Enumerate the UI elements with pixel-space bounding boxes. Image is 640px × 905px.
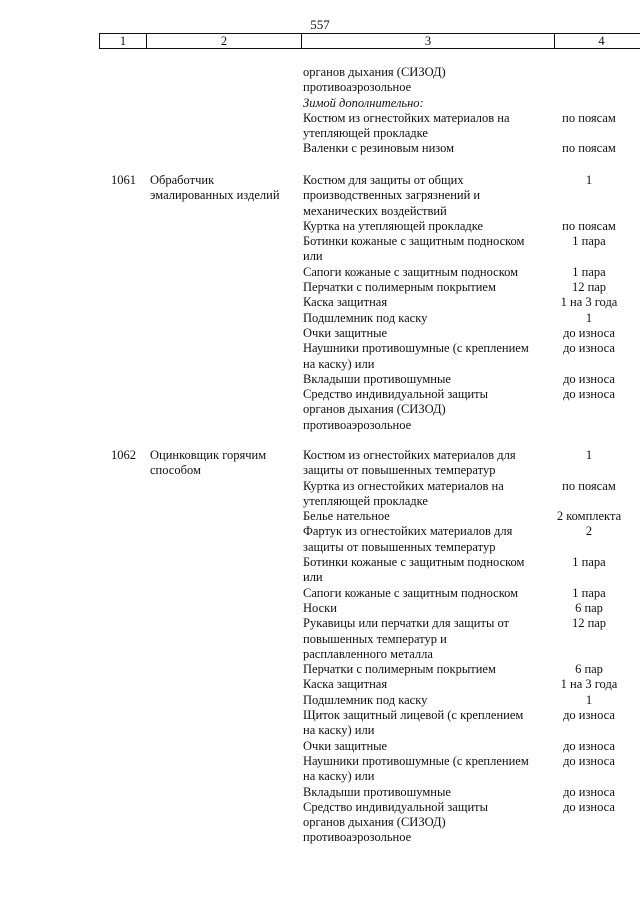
item-norm: 2 — [585, 524, 593, 539]
item-norm: 1 пара — [572, 264, 606, 279]
item-row — [303, 265, 633, 280]
item-name: Ботинки кожаные с защитным подноском или — [303, 555, 525, 585]
item-name: Наушники противошумные (с креплением на каску) или — [303, 753, 529, 784]
item-name: Костюм для защиты от общих производственных загрязнений и механических воздействий — [303, 173, 481, 218]
item-name: органов дыхания (СИЗОД) противоаэрозольное — [303, 65, 446, 95]
item-row — [303, 65, 633, 96]
item-norm: 12 пар — [571, 616, 607, 631]
item-norm: 6 пар — [575, 662, 603, 677]
item-row — [303, 173, 633, 219]
item-norm: 1 пара — [572, 555, 606, 570]
item-row — [303, 739, 633, 754]
item-norm: по поясам — [562, 141, 616, 156]
item-name: Перчатки с полимерным покрытием — [303, 280, 496, 295]
item-row — [303, 219, 633, 234]
item-name: Куртка из огнестойких материалов на утепляющей прокладке — [303, 478, 504, 508]
item-row — [303, 295, 633, 310]
item-row — [303, 616, 633, 662]
item-name: Очки защитные — [303, 738, 388, 753]
item-row — [303, 708, 633, 739]
column-header-3: 3 — [302, 34, 555, 49]
page-number: 557 — [310, 17, 330, 32]
item-norm: до износа — [563, 753, 615, 768]
item-norm: 12 пар — [571, 280, 607, 295]
item-norm: 1 на 3 года — [560, 677, 618, 692]
item-row — [303, 141, 633, 156]
item-norm: до износа — [563, 325, 615, 340]
column-header-row — [100, 34, 640, 49]
item-name: Сапоги кожаные с защитным подноском — [303, 264, 519, 279]
item-norm: до износа — [563, 387, 615, 402]
item-row — [303, 662, 633, 677]
item-norm: до износа — [563, 784, 615, 799]
item-name: Фартук из огнестойких материалов для защиты от повышенных температур — [303, 524, 513, 554]
column-header-2: 2 — [147, 34, 302, 49]
item-name: Щиток защитный лицевой (с креплением на каску) или — [303, 708, 524, 738]
item-name: Костюм из огнестойких материалов на утепляющей прокладке — [303, 110, 510, 141]
entry-number: 1062 — [111, 448, 136, 462]
item-norm: по поясам — [562, 218, 616, 233]
entry-profession: Обработчик эмалированных изделий — [150, 173, 280, 203]
item-row — [303, 448, 633, 479]
item-row — [303, 111, 633, 142]
item-row — [303, 524, 633, 555]
item-norm: до износа — [563, 738, 615, 753]
item-name: Перчатки с полимерным покрытием — [303, 662, 496, 677]
item-name: Каска защитная — [303, 295, 388, 310]
item-norm: до износа — [563, 708, 615, 723]
item-name: Вкладыши противошумные — [303, 784, 451, 799]
column-header-4: 4 — [555, 34, 640, 49]
item-row — [303, 586, 633, 601]
item-norm: до износа — [563, 341, 615, 356]
item-row — [303, 341, 633, 372]
item-name: Подшлемник под каску — [303, 692, 428, 707]
column-header-table — [99, 33, 640, 49]
item-row — [303, 280, 633, 295]
item-norm: 1 на 3 года — [560, 295, 618, 310]
item-name: Наушники противошумные (с креплением на каску) или — [303, 341, 529, 371]
item-row — [303, 800, 633, 846]
item-name: Валенки с резиновым низом — [303, 141, 455, 156]
item-name: Средство индивидуальной защиты органов дыхания (СИЗОД) противоаэрозольное — [303, 799, 489, 845]
entry-items — [303, 448, 633, 846]
item-name: Каска защитная — [303, 677, 388, 692]
item-norm: 1 — [585, 692, 593, 707]
item-row — [303, 601, 633, 616]
item-row — [303, 234, 633, 265]
item-name: Рукавицы или перчатки для защиты от повышенных температур и расплавленного металла — [303, 616, 510, 661]
item-name: Подшлемник под каску — [303, 310, 428, 325]
item-norm: 1 — [585, 173, 593, 187]
item-row — [303, 326, 633, 341]
item-norm: 1 — [585, 448, 593, 462]
item-norm: до износа — [563, 371, 615, 386]
item-norm: по поясам — [562, 478, 616, 493]
item-norm: до износа — [563, 799, 615, 814]
item-row — [303, 509, 633, 524]
item-name: Белье нательное — [303, 509, 390, 524]
entry-items — [303, 173, 633, 433]
item-name: Очки защитные — [303, 325, 388, 340]
item-row — [303, 693, 633, 708]
entry-profession: Оцинковщик горячим способом — [150, 448, 267, 478]
item-name: Сапоги кожаные с защитным подноском — [303, 585, 519, 600]
item-norm: 2 комплекта — [556, 509, 622, 524]
item-row — [303, 372, 633, 387]
item-name: Носки — [303, 600, 337, 615]
item-norm: 1 — [585, 310, 593, 325]
item-name: Средство индивидуальной защиты органов дыхания (СИЗОД) противоаэрозольное — [303, 387, 489, 432]
item-name: Зимой дополнительно: — [303, 95, 424, 110]
item-name: Вкладыши противошумные — [303, 371, 451, 386]
item-norm: 1 пара — [572, 585, 606, 600]
item-row — [303, 96, 633, 111]
item-row — [303, 311, 633, 326]
item-row — [303, 677, 633, 692]
item-name: Ботинки кожаные с защитным подноском или — [303, 234, 525, 264]
item-norm: 1 пара — [572, 234, 606, 249]
item-norm: 6 пар — [575, 600, 603, 615]
item-row — [303, 555, 633, 586]
entry-number: 1061 — [111, 173, 136, 187]
item-row — [303, 387, 633, 433]
continuation-items — [303, 65, 633, 157]
item-row — [303, 785, 633, 800]
item-row — [303, 479, 633, 510]
column-header-1: 1 — [100, 34, 147, 49]
item-name: Куртка на утепляющей прокладке — [303, 218, 484, 233]
item-norm: по поясам — [562, 110, 616, 125]
item-name: Костюм из огнестойких материалов для защиты от повышенных температур — [303, 448, 516, 478]
item-row — [303, 754, 633, 785]
